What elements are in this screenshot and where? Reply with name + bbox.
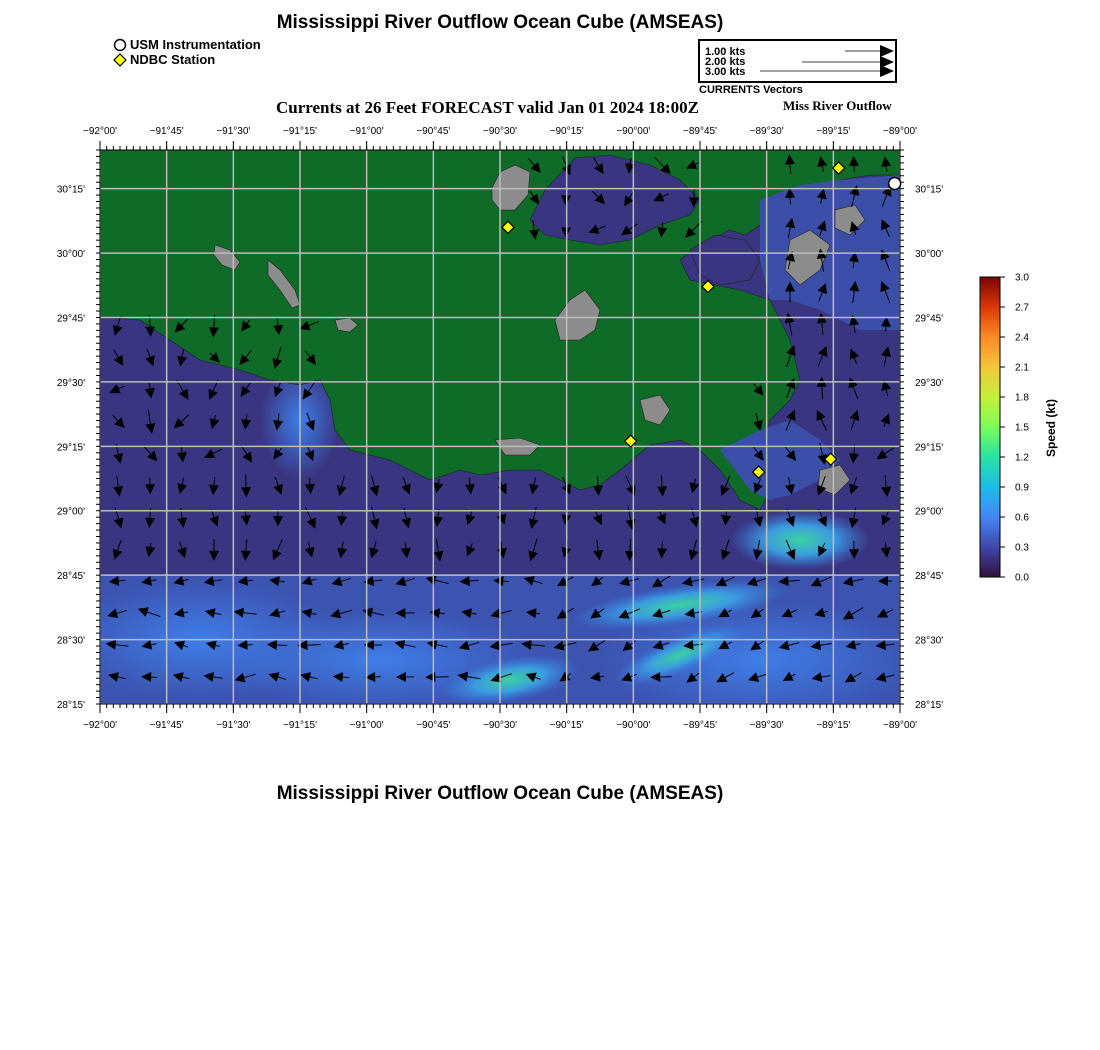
colorbar-tick-label: 0.0 bbox=[1015, 572, 1029, 584]
lon-label-bottom: −92°00' bbox=[83, 720, 117, 731]
colorbar-tick-label: 1.2 bbox=[1015, 452, 1029, 464]
lat-label-left: 28°45' bbox=[56, 571, 85, 583]
lon-label-top: −89°00' bbox=[883, 126, 917, 137]
lon-label-bottom: −90°45' bbox=[416, 720, 451, 731]
lon-label-top: −91°00' bbox=[349, 126, 384, 137]
lon-label-top: −89°15' bbox=[816, 126, 851, 137]
colorbar-tick-label: 0.6 bbox=[1015, 512, 1029, 524]
lon-label-top: −91°45' bbox=[149, 126, 184, 137]
vector-row-3: 3.00 kts bbox=[705, 66, 746, 78]
lon-label-bottom: −91°00' bbox=[349, 720, 384, 731]
lat-label-right: 28°30' bbox=[915, 635, 944, 647]
colorbar-tick-label: 1.5 bbox=[1015, 422, 1029, 434]
lat-labels-left bbox=[57, 185, 85, 711]
lat-label-left: 29°00' bbox=[56, 506, 85, 518]
lon-label-bottom: −89°15' bbox=[816, 720, 851, 731]
lon-label-bottom: −90°15' bbox=[549, 720, 584, 731]
legend-usm-label: USM Instrumentation bbox=[130, 37, 261, 52]
colorbar-title: Speed (kt) bbox=[1044, 398, 1058, 458]
lon-label-bottom: −90°00' bbox=[616, 720, 651, 731]
lat-label-right: 29°15' bbox=[915, 442, 944, 454]
lat-label-left: 29°45' bbox=[56, 313, 85, 325]
lon-label-bottom: −91°45' bbox=[149, 720, 184, 731]
lat-label-left: 28°15' bbox=[56, 700, 85, 711]
lon-labels-bottom bbox=[83, 720, 917, 731]
second-title: Mississippi River Outflow Ocean Cube (AMSEAS) bbox=[276, 783, 724, 804]
lon-label-top: −89°45' bbox=[683, 126, 717, 137]
lat-label-right: 30°00' bbox=[915, 249, 944, 261]
vector-row-1: 1.00 kts bbox=[705, 46, 746, 58]
lon-label-top: −90°15' bbox=[549, 126, 584, 137]
lon-label-bottom: −89°30' bbox=[749, 720, 784, 731]
colorbar-tick-label: 2.4 bbox=[1015, 332, 1029, 344]
speed-colorbar bbox=[980, 273, 1058, 584]
lon-label-top: −89°30' bbox=[749, 126, 784, 137]
usm-station-marker bbox=[889, 177, 901, 189]
lon-label-top: −91°15' bbox=[283, 126, 317, 137]
lon-label-top: −90°30' bbox=[483, 126, 517, 137]
lat-labels-right bbox=[915, 185, 943, 711]
map-subtitle: Currents at 26 Feet FORECAST valid Jan 01 2024 18:00Z bbox=[276, 98, 699, 117]
colorbar-tick-label: 1.8 bbox=[1015, 392, 1029, 404]
map-content bbox=[60, 150, 920, 720]
lat-label-left: 30°15' bbox=[56, 184, 85, 196]
lon-label-bottom: −89°45' bbox=[683, 720, 717, 731]
colorbar-tick-label: 2.1 bbox=[1015, 362, 1029, 374]
lat-label-right: 29°00' bbox=[915, 506, 944, 518]
colorbar-tick-label: 0.3 bbox=[1015, 542, 1029, 554]
lon-label-bottom: −91°15' bbox=[283, 720, 317, 731]
lat-label-left: 28°30' bbox=[56, 635, 85, 647]
lat-label-right: 29°45' bbox=[915, 313, 944, 325]
lon-label-top: −92°00' bbox=[83, 126, 117, 137]
lon-label-bottom: −89°00' bbox=[883, 720, 917, 731]
lat-label-left: 29°15' bbox=[56, 442, 85, 454]
lon-label-top: −90°00' bbox=[616, 126, 651, 137]
lat-label-right: 28°45' bbox=[915, 571, 944, 583]
lat-label-right: 28°15' bbox=[915, 700, 944, 711]
main-title: Mississippi River Outflow Ocean Cube (AMSEAS) bbox=[276, 12, 724, 33]
lon-label-bottom: −91°30' bbox=[216, 720, 251, 731]
lat-label-right: 30°15' bbox=[915, 184, 944, 196]
lon-labels-top bbox=[83, 126, 917, 137]
region-label: Miss River Outflow bbox=[783, 98, 892, 113]
lat-label-left: 30°00' bbox=[56, 249, 85, 261]
colorbar-tick-label: 0.9 bbox=[1015, 482, 1029, 494]
lon-label-top: −91°30' bbox=[216, 126, 251, 137]
vector-row-2: 2.00 kts bbox=[705, 56, 746, 68]
lat-label-right: 29°30' bbox=[915, 377, 944, 389]
colorbar-tick-label: 3.0 bbox=[1015, 272, 1029, 284]
lon-label-bottom: −90°30' bbox=[483, 720, 517, 731]
lat-label-left: 29°30' bbox=[56, 377, 85, 389]
vector-caption: CURRENTS Vectors bbox=[699, 84, 803, 96]
lon-label-top: −90°45' bbox=[416, 126, 451, 137]
colorbar-tick-label: 2.7 bbox=[1015, 302, 1029, 314]
legend-ndbc-label: NDBC Station bbox=[130, 52, 216, 67]
